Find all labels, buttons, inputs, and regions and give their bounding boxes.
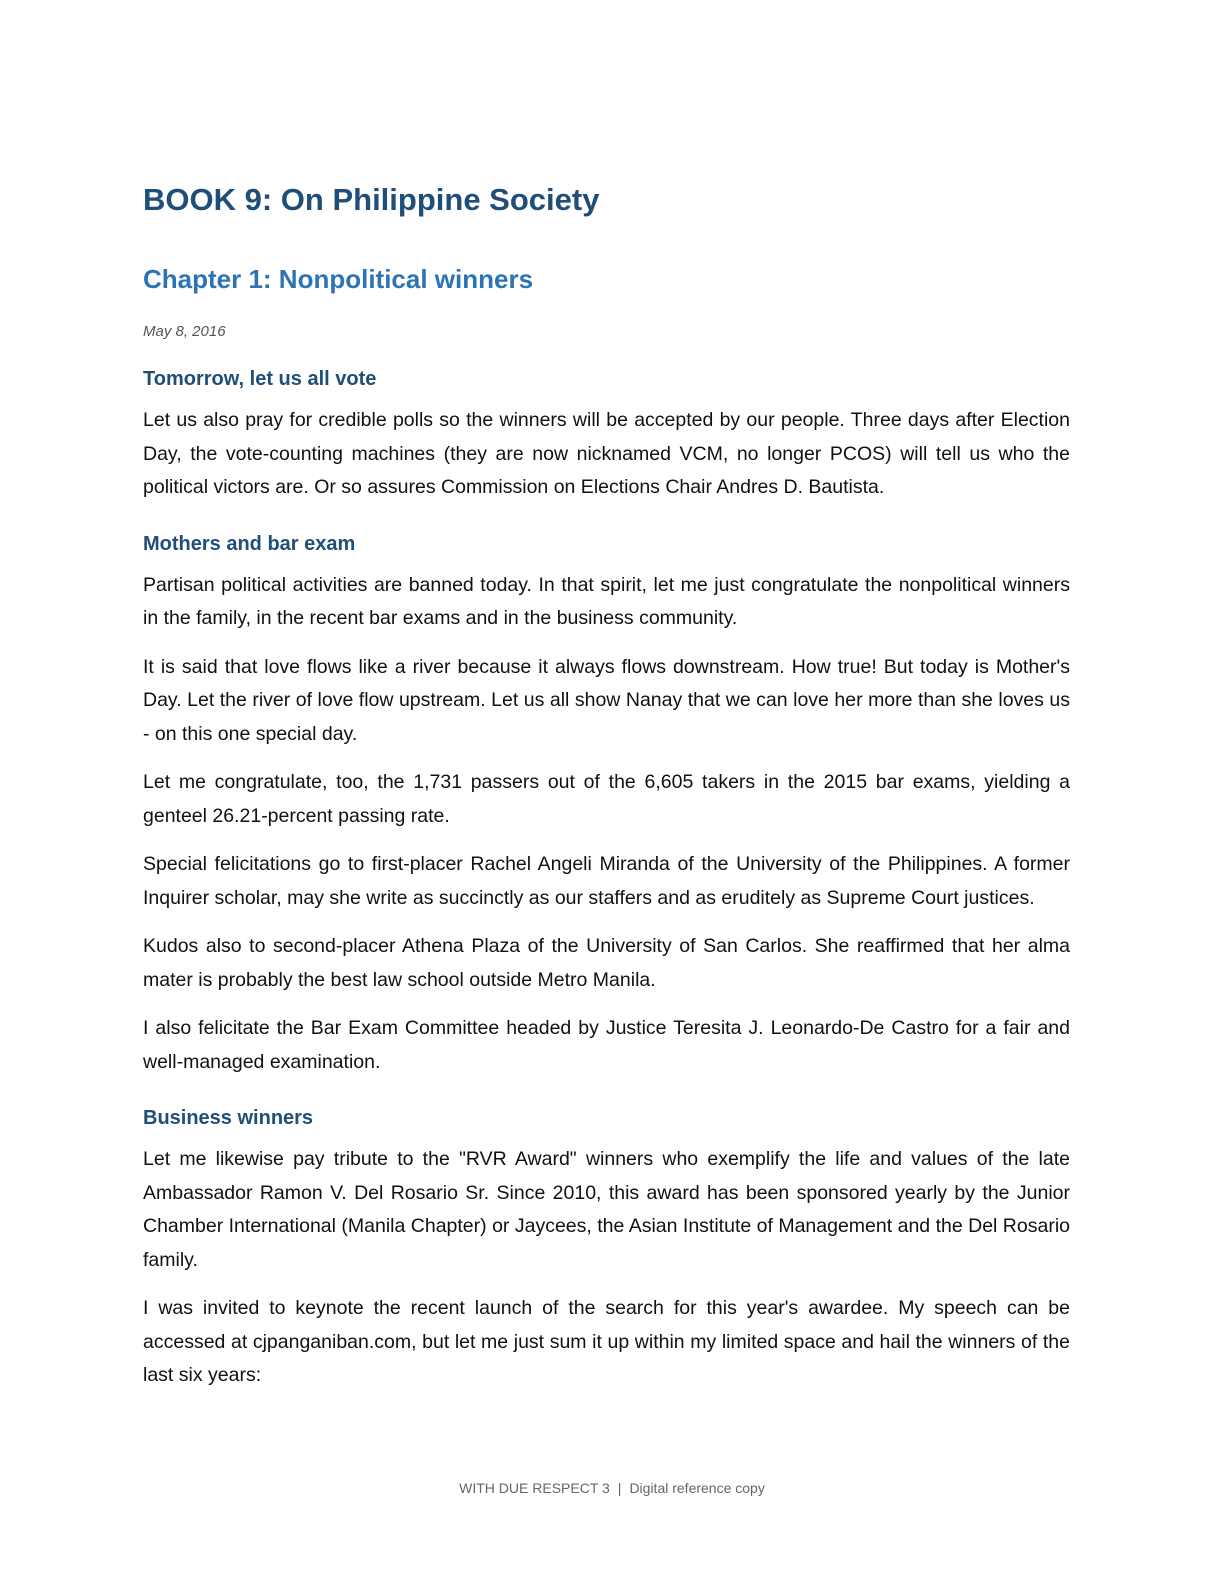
- section-heading: Business winners: [143, 1107, 314, 1129]
- paragraph: Let me likewise pay tribute to the "RVR Award" winners who exemplify the life and values of the late Ambassador Ramon V. Del Rosario Sr. Since 2010, this award has been sponsored yearly by the Junior Chamber International (Manila Chapter) or Jaycees, the Asian Institute of Management and the Del Rosario family.: [143, 1148, 1070, 1271]
- footer-copy-label: Digital reference copy: [629, 1480, 765, 1496]
- paragraph: Let us also pray for credible polls so the winners will be accepted by our people. Three days after Election Day, the vote-counting machines (they are now nicknamed VCM, no longer PCOS) will tell us who the political victors are. Or so assures Commission on Elections Chair Andres D. Bautista.: [143, 409, 1070, 498]
- footer-separator: |: [617, 1480, 622, 1496]
- paragraph: It is said that love flows like a river because it always flows downstream. How true! But today is Mother's Day. Let the river of love flow upstream. Let us all show Nanay that we can love her more than she loves us - on this one special day.: [143, 655, 1070, 745]
- paragraph: Let me congratulate, too, the 1,731 passers out of the 6,605 takers in the 2015 bar exams, yielding a genteel 26.21-percent passing rate.: [143, 771, 1070, 827]
- paragraph: I was invited to keynote the recent launch of the search for this year's awardee. My speech can be accessed at cjpanganiban.com, but let me just sum it up within my limited space and hail the winners of the last six years:: [143, 1297, 1070, 1386]
- book-title: BOOK 9: On Philippine Society: [143, 182, 600, 217]
- paragraph: Kudos also to second-placer Athena Plaza of the University of San Carlos. She reaffirmed that her alma mater is probably the best law school outside Metro Manila.: [143, 935, 1070, 991]
- section-heading: Mothers and bar exam: [143, 532, 356, 555]
- paragraph: I also felicitate the Bar Exam Committee headed by Justice Teresita J. Leonardo-De Castro for a fair and well-managed examination.: [143, 1017, 1070, 1073]
- section-heading: Tomorrow, let us all vote: [143, 368, 377, 390]
- section-vote: [143, 366, 1070, 505]
- paragraph: Partisan political activities are banned today. In that spirit, let me just congratulate the nonpolitical winners in the family, in the recent bar exams and in the business community.: [143, 573, 1070, 629]
- article-date: May 8, 2016: [143, 323, 226, 340]
- page-footer: [0, 1478, 1224, 1498]
- footer-book-label: WITH DUE RESPECT 3: [459, 1480, 610, 1496]
- document-page: [143, 180, 1070, 1393]
- paragraph: Special felicitations go to first-placer Rachel Angeli Miranda of the University of the Philippines. A former Inquirer scholar, may she write as succinctly as our staffers and as eruditely as Supreme Court justices.: [143, 853, 1070, 909]
- section-mothers-bar-exam: [143, 531, 1070, 1080]
- section-business-winners: [143, 1105, 1070, 1393]
- chapter-title: Chapter 1: Nonpolitical winners: [143, 264, 534, 294]
